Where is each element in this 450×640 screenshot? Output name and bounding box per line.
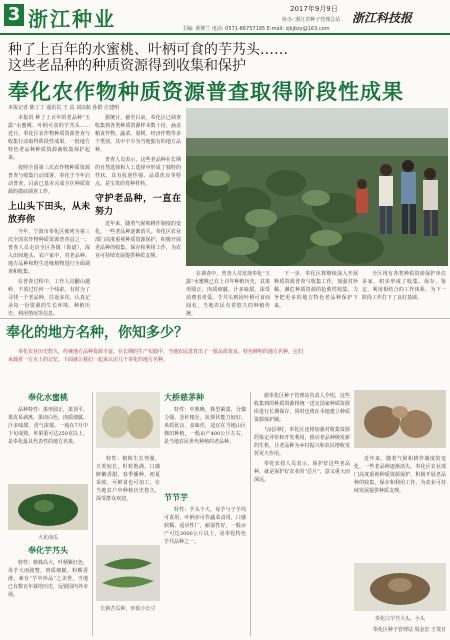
section-title: 浙江种业 [28,7,116,31]
subheading: 上山头下田头，从未放弃你 [8,202,90,225]
paragraph: 近年来，随着气候和耕作制度的变化，一些老品种逐渐消失。奉化区农业部门高度重视种质资源保护，积极开展老品种的收集、保存和利用工作，为农业可持续发展提供种质支撑。 [354,456,446,494]
card-text [8,559,88,629]
pumpkin-photo [8,484,88,530]
author-credit: 奉化区种子管理站 周金忠 王斐日 [372,627,446,633]
taro-head-photo [354,563,446,611]
header-rule [0,33,450,35]
page-number: 3 [4,4,24,26]
photo-caption: 奉化白芋艿大头、小头 [374,616,425,622]
paragraph: 在调查中，普查人员发现奉化“玉露”水蜜桃已有上百年种植历史，其果形圆正、肉质细腻、汁多味甜，深受消费者喜爱。芋艿头则因叶柄可食而闻名，当地农民有着悠久的种植传统。 [186,271,270,317]
paragraph: 与此同时，奉化区还将加强对收集资源的鉴定评价和开发利用，推动老品种焕发新的生机，让老品种为乡村振兴和农民增收发挥更大作用。 [254,427,350,457]
card-text [96,455,160,545]
paragraph: 特性：中熟晚，株型紧凑，分蘖力强，茎秆粗壮，抗倒伏能力较好。米质优良，食味佳，适宜在当地山区梯田种植，一般亩产400公斤左右，是当地农民世代种植的老品种。 [164,407,246,445]
photo-caption: 长柄苦瓜种，形似小长豆 [100,606,156,612]
intro-paragraph: 奉化农业历史悠久，传统地方品种资源丰富。在长期的生产实践中，当地农民选育出了一批品质优良、特色鲜明的地方名种，它们承载着一方水土的记忆。下面就让我们一起来认识几个奉化的地方名种。 [8,349,304,363]
issue-date: 2017年9月9日 [290,5,338,13]
subheading: 守护老品种，一直在努力 [95,194,181,217]
card-title: 奉化芋艿头 [28,546,68,555]
editor-contact: 主编: 黄赛兰 电话: 0571-86757195 E-mail: zjkjbzy@163.com [182,26,330,32]
paragraph: 全区现有各类种质资源保护单位多家，初步形成了收集、保存、鉴定、利用相结合的工作体系，为下一阶段工作打下了良好基础。 [362,271,446,301]
paragraph: 在普查过程中，工作人员翻山越岭，不放过任何一个线索。有时为了寻找一个老品种，往返多次，认真记录每一份资源的生长环境、种植历史、利用情况等信息。 [8,279,90,316]
taro-photo [354,390,446,448]
card-column-mid2 [164,392,246,636]
paragraph: 下一步，奉化区将继续深入开展种质资源普查与收集工作，加强对珍稀、濒危种质资源的抢救性收集，力争把更多的地方特色老品种保护下来。 [274,271,358,309]
paragraph: 特性：植株高大，叶柄紫红色，母芋大而圆整，肉质细腻，粉糯香滑，素有“芋中珍品”之美誉。当地已有数百年栽培历史，远销国内外市场。 [8,560,88,598]
paragraph: 据奉化区种子管理站负责人介绍，这些收集到的种质资源将统一送交国家种质资源库进行长期保存，同时也将在本地建立种质资源保护圃。 [254,393,350,423]
paragraph: 品种特性：果形圆正，果顶平，果皮易剥离，果肉白色，肉质细腻，汁多味甜，香气浓郁。一般在7月中下旬成熟，单果重可达250克以上，是奉化最具代表性的地方名果。 [8,407,88,445]
newspaper-logo: 浙江科技报 [352,11,413,25]
card-column-left [8,392,88,636]
photo-caption: 大花南瓜 [37,535,58,541]
card-text [164,406,246,488]
co-organizer: 协办: 浙江省种子管理总站 [282,17,341,23]
card-column-mid [96,392,160,636]
card-column-far-right [354,390,446,638]
column-divider [92,392,93,636]
section-divider [0,318,450,319]
column-divider [250,392,251,636]
card-text [354,455,446,563]
paragraph: 特性：芋头个大，母芋与子芋均可食用，叶柄亦可作蔬菜食用，口感软糯。适应性广，耐湿性好，一般亩产可达2000公斤以上，是奉化特色芋艿品种之一。 [164,507,246,545]
article-column-4 [274,270,358,320]
paragraph: 按照全国第三次农作物种质资源普查与收集行动部署，奉化于今年启动普查，目前已基本完成全区种质资源的摸底调查工作。 [8,165,90,195]
paragraph: 本报讯 种了上百年的老品种“玉露”水蜜桃、叶柄可食的芋艿头……近日，奉化区农作物种质资源普查与收集行动取得阶段性成果，一批地方特色老品种种质资源被收集保护起来。 [8,115,90,161]
vegetable-photo [96,392,160,448]
paragraph: 今年，宁波市奉化区被列为第三次全国农作物种质资源普查县之一。普查人员走访全区各镇（街道），深入田间地头、农户家中，对老品种、地方品种和野生近缘植物进行全面调查和收集。 [8,229,90,275]
article-column-2 [95,114,181,316]
article-byline: 本报记者 陈丁丁 通讯员 王 益 刘以航 孙群 庄建明 [8,105,120,111]
article-headline: 奉化农作物种质资源普查取得阶段性成果 [8,80,404,104]
field-photo-illustration [186,108,448,266]
article-subheadline: 种了上百年的水蜜桃、叶柄可食的芋艿头…… 这些老品种的种质资源得到收集和保护 [8,42,288,74]
article-column-1 [8,114,90,316]
card-text [164,506,246,626]
paragraph: 奉化农技人员表示，保护好这些老品种，就是保护好农业的“芯片”，意义重大而深远。 [254,461,350,483]
card-column-right-text [254,392,350,636]
article-column-3 [186,270,270,320]
card-title: 大桥慈茅种 [164,393,204,402]
paragraph: 据统计，截至目前，奉化区已调查收集到各类种质资源样本数十份，涵盖粮食作物、蔬菜、果树、经济作物等多个类别，其中不少为当地独有的地方品种。 [95,115,181,153]
article-column-5 [362,270,446,320]
section-headline: 奉化的地方名种，你知多少？ [6,325,188,341]
paragraph: 特性：植株生长势强，豆荚较长，籽粒饱满，口感鲜嫩香甜。春季播种，初夏采收，可鲜食也可加工，在当地农户中种植历史悠久，深受群众欢迎。 [96,456,160,502]
card-title: 节节芋 [164,493,188,502]
section-intro [8,348,304,364]
paragraph: 普查人员表示，这些老品种在长期的自然选择和人工选择中形成了独特的性状，具有抗逆性强、品质优良等特点，是宝贵的育种材料。 [95,157,181,187]
article-photo [186,108,448,266]
card-title: 奉化水蜜桃 [28,393,68,402]
paragraph: 近年来，随着气候和耕作制度的变化，一些老品种逐渐消失。奉化区农业部门高度重视种质资源保护，积极开展老品种的收集、保存和利用工作，为农业可持续发展提供种质支撑。 [95,221,181,259]
card-text [8,406,88,484]
bitter-melon-photo [96,545,160,601]
